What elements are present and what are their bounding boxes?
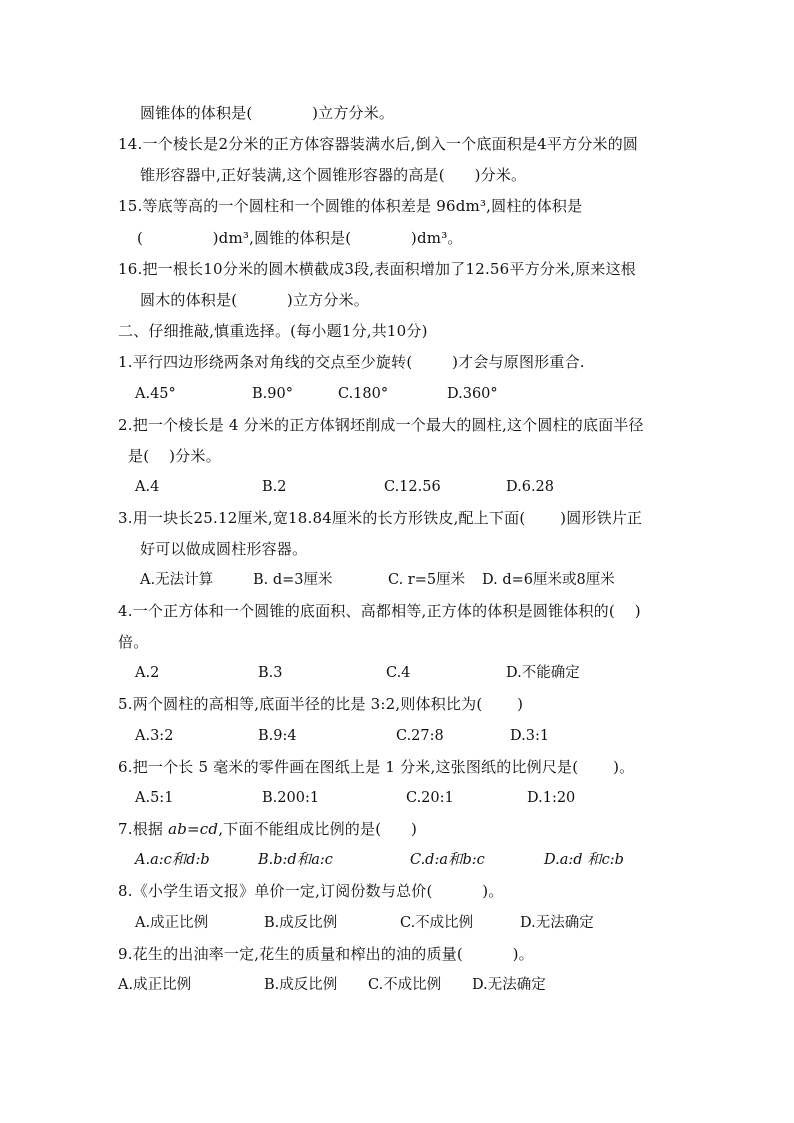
q15-line1: 15.等底等高的一个圆柱和一个圆锥的体积差是 96dm³,圆柱的体积是 xyxy=(118,197,583,215)
q1-option-a: A.45° xyxy=(135,386,176,402)
q7-option-b: B.b:d和a:c xyxy=(258,852,333,868)
q2-option-a: A.4 xyxy=(135,479,160,495)
q2-stem-line2: 是( )分米。 xyxy=(128,447,221,465)
q4-option-d: D.不能确定 xyxy=(506,665,580,681)
q6-option-a: A.5:1 xyxy=(135,790,174,806)
q6-option-c: C.20:1 xyxy=(406,790,454,806)
q3-option-d: D. d=6厘米或8厘米 xyxy=(482,572,615,588)
q5-option-d: D.3:1 xyxy=(510,728,550,744)
q6-stem: 6.把一个长 5 毫米的零件画在图纸上是 1 分米,这张图纸的比例尺是( )。 xyxy=(118,758,635,776)
q14-line2: 锥形容器中,正好装满,这个圆锥形容器的高是( )分米。 xyxy=(140,166,527,184)
q16-line1: 16.把一根长10分米的圆木横截成3段,表面积增加了12.56平方分米,原来这根 xyxy=(118,260,636,278)
q7-equation: ab=cd xyxy=(168,820,219,838)
q7-option-d: D.a:d 和c:b xyxy=(544,852,624,868)
q3-stem-line1: 3.用一块长25.12厘米,宽18.84厘米的长方形铁皮,配上下面( )圆形铁片正 xyxy=(118,509,643,527)
q5-option-a: A.3:2 xyxy=(135,728,174,744)
q8-stem: 8.《小学生语文报》单价一定,订阅份数与总价( )。 xyxy=(118,882,504,900)
q1-option-d: D.360° xyxy=(447,386,498,402)
q9-stem: 9.花生的出油率一定,花生的质量和榨出的油的质量( )。 xyxy=(118,945,534,963)
q4-option-a: A.2 xyxy=(135,665,160,681)
q2-option-d: D.6.28 xyxy=(506,479,555,495)
q6-option-d: D.1:20 xyxy=(527,790,576,806)
q14-line1: 14.一个棱长是2分米的正方体容器装满水后,倒入一个底面积是4平方分米的圆 xyxy=(118,135,639,153)
q7-option-c: C.d:a和b:c xyxy=(410,852,485,868)
q7-stem-suffix: ,下面不能组成比例的是( ) xyxy=(218,820,418,838)
q3-option-b: B. d=3厘米 xyxy=(253,572,333,588)
q3-stem-line2: 好可以做成圆柱形容器。 xyxy=(140,540,308,558)
q13-line2: 圆锥体的体积是( )立方分米。 xyxy=(140,104,395,122)
q2-option-b: B.2 xyxy=(262,479,287,495)
q4-stem-line1: 4.一个正方体和一个圆锥的底面积、高都相等,正方体的体积是圆锥体积的( ) xyxy=(118,602,641,620)
q1-stem: 1.平行四边形绕两条对角线的交点至少旋转( )才会与原图形重合. xyxy=(118,353,585,371)
q9-option-a: A.成正比例 xyxy=(118,977,192,993)
q4-option-b: B.3 xyxy=(258,665,283,681)
q8-option-b: B.成反比例 xyxy=(264,915,338,931)
q9-option-d: D.无法确定 xyxy=(472,977,546,993)
q7-stem-prefix: 7.根据 xyxy=(118,820,169,838)
q15-line2: ( )dm³,圆锥的体积是( )dm³。 xyxy=(137,229,463,247)
q8-option-c: C.不成比例 xyxy=(400,915,474,931)
q1-option-c: C.180° xyxy=(338,386,389,402)
q7-stem xyxy=(118,819,417,839)
q3-option-a: A.无法计算 xyxy=(140,572,214,588)
q5-option-c: C.27:8 xyxy=(396,728,444,744)
q4-option-c: C.4 xyxy=(386,665,411,681)
q9-option-b: B.成反比例 xyxy=(264,977,338,993)
q7-option-a: A.a:c和d:b xyxy=(135,852,210,868)
q8-option-a: A.成正比例 xyxy=(135,915,209,931)
q8-option-d: D.无法确定 xyxy=(520,915,594,931)
q2-stem-line1: 2.把一个棱长是 4 分米的正方体钢坯削成一个最大的圆柱,这个圆柱的底面半径 xyxy=(118,416,644,434)
q16-line2: 圆木的体积是( )立方分米。 xyxy=(140,291,369,309)
q2-option-c: C.12.56 xyxy=(384,479,441,495)
q6-option-b: B.200:1 xyxy=(262,790,320,806)
q5-option-b: B.9:4 xyxy=(258,728,297,744)
q4-stem-line2: 倍。 xyxy=(118,633,149,651)
q3-option-c: C. r=5厘米 xyxy=(388,572,466,588)
q1-option-b: B.90° xyxy=(252,386,293,402)
q9-option-c: C.不成比例 xyxy=(368,977,442,993)
section-2-heading: 二、仔细推敲,慎重选择。(每小题1分,共10分) xyxy=(118,322,428,340)
q5-stem: 5.两个圆柱的高相等,底面半径的比是 3:2,则体积比为( ) xyxy=(118,695,524,713)
